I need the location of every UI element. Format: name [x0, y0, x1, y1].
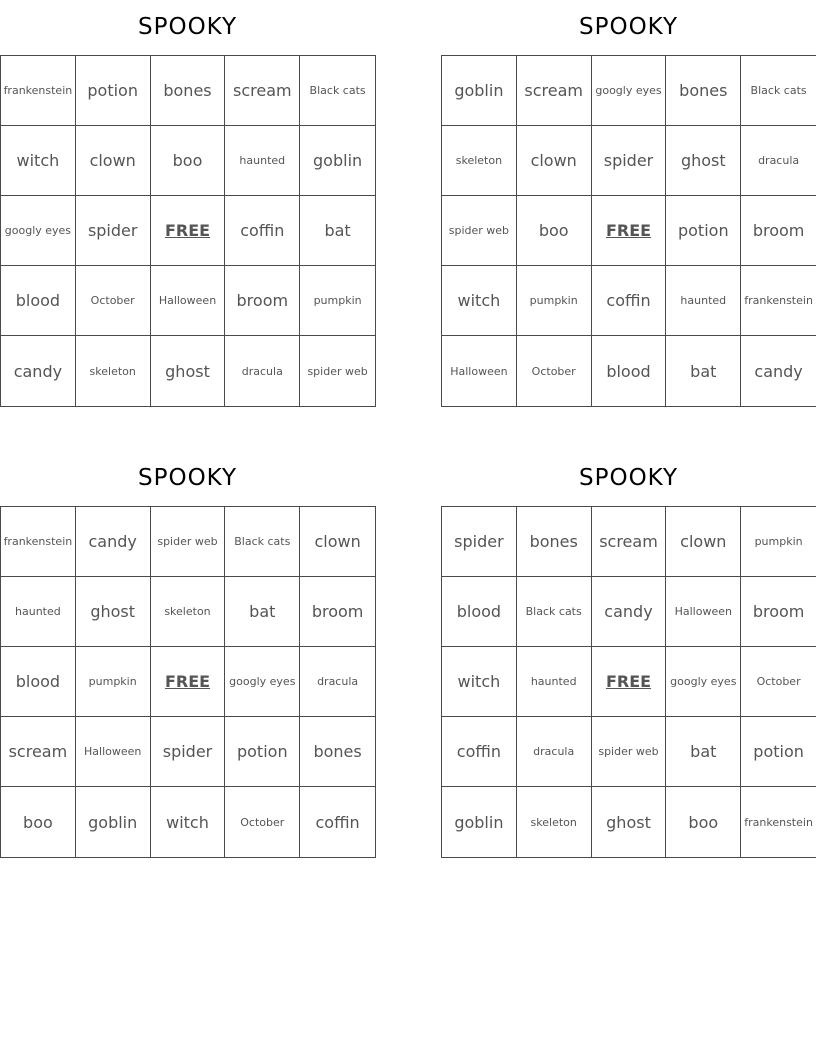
- bingo-cell: witch: [151, 787, 226, 857]
- bingo-cell: candy: [592, 577, 667, 647]
- bingo-cell: googly eyes: [666, 647, 741, 717]
- bingo-cell: broom: [741, 196, 816, 266]
- bingo-cell: boo: [1, 787, 76, 857]
- bingo-cell: scream: [592, 507, 667, 577]
- bingo-cell: boo: [666, 787, 741, 857]
- bingo-cell: Black cats: [225, 507, 300, 577]
- bingo-cell: bat: [225, 577, 300, 647]
- free-space-cell: FREE: [592, 196, 667, 266]
- bingo-cell: broom: [300, 577, 375, 647]
- bingo-cell: pumpkin: [517, 266, 592, 336]
- bingo-cell: dracula: [517, 717, 592, 787]
- bingo-cell: boo: [517, 196, 592, 266]
- bingo-cell: frankenstein: [1, 56, 76, 126]
- bingo-cell: spider: [592, 126, 667, 196]
- free-space-cell: FREE: [592, 647, 667, 717]
- bingo-cell: witch: [442, 266, 517, 336]
- bingo-grid: [441, 55, 816, 407]
- bingo-cell: dracula: [741, 126, 816, 196]
- bingo-cell: coffin: [315, 812, 360, 832]
- bingo-cell: frankenstein: [744, 815, 813, 829]
- bingo-cell: potion: [666, 196, 741, 266]
- bingo-cell: haunted: [666, 266, 741, 336]
- bingo-cell: coffin: [225, 196, 300, 266]
- bingo-cell: potion: [76, 56, 151, 126]
- bingo-cell: frankenstein: [1, 507, 76, 577]
- bingo-cell: pumpkin: [741, 507, 816, 577]
- bingo-cell: Halloween: [442, 336, 517, 406]
- bingo-cell: broom: [225, 266, 300, 336]
- bingo-cell: clown: [517, 126, 592, 196]
- bingo-cell: bones: [666, 56, 741, 126]
- bingo-cell: October: [741, 647, 816, 717]
- card-title: SPOOKY: [138, 465, 237, 491]
- bingo-cell: October: [225, 787, 300, 857]
- bingo-cell: coffin: [592, 266, 667, 336]
- bingo-cell: skeleton: [151, 577, 226, 647]
- bingo-cell: Halloween: [76, 717, 151, 787]
- bingo-cell: witch: [442, 647, 517, 717]
- bingo-cell: dracula: [300, 647, 375, 717]
- bingo-cell: clown: [666, 507, 741, 577]
- bingo-cell: goblin: [442, 787, 517, 857]
- bingo-cell: goblin: [300, 126, 375, 196]
- bingo-cell: scream: [1, 717, 76, 787]
- bingo-cell: candy: [1, 336, 76, 406]
- bingo-cell: Halloween: [666, 577, 741, 647]
- bingo-cell: spider web: [592, 717, 667, 787]
- bingo-grid: [0, 506, 376, 858]
- bingo-cell: bat: [300, 196, 375, 266]
- bingo-cell: pumpkin: [300, 266, 375, 336]
- bingo-cell: broom: [741, 577, 816, 647]
- bingo-cell: ghost: [151, 336, 226, 406]
- bingo-cell: dracula: [225, 336, 300, 406]
- bingo-cell: Black cats: [741, 56, 816, 126]
- bingo-cell: scream: [517, 56, 592, 126]
- card-title: SPOOKY: [579, 465, 678, 491]
- bingo-cell: Black cats: [300, 56, 375, 126]
- bingo-grid: [0, 55, 376, 407]
- bingo-cell: candy: [76, 507, 151, 577]
- bingo-cell: bat: [666, 336, 741, 406]
- bingo-cell: skeleton: [442, 126, 517, 196]
- bingo-cell: haunted: [1, 577, 76, 647]
- bingo-cell: potion: [741, 717, 816, 787]
- bingo-cell: spider: [76, 196, 151, 266]
- bingo-cell: spider web: [151, 507, 226, 577]
- bingo-cell: October: [76, 266, 151, 336]
- bingo-cell: candy: [754, 361, 803, 381]
- bingo-cell: haunted: [225, 126, 300, 196]
- bingo-cell: blood: [1, 266, 76, 336]
- bingo-cell: bat: [666, 717, 741, 787]
- free-space-cell: FREE: [151, 647, 226, 717]
- bingo-cell: goblin: [76, 787, 151, 857]
- bingo-cell: ghost: [76, 577, 151, 647]
- bingo-cell: spider: [442, 507, 517, 577]
- bingo-cell: clown: [300, 507, 375, 577]
- bingo-cell: blood: [442, 577, 517, 647]
- card-title: SPOOKY: [579, 14, 678, 40]
- bingo-cell: ghost: [666, 126, 741, 196]
- bingo-cell: googly eyes: [592, 56, 667, 126]
- bingo-cell: bones: [300, 717, 375, 787]
- bingo-cell: potion: [225, 717, 300, 787]
- bingo-cell: skeleton: [517, 787, 592, 857]
- bingo-cell: boo: [151, 126, 226, 196]
- card-title: SPOOKY: [138, 14, 237, 40]
- bingo-cell: coffin: [442, 717, 517, 787]
- bingo-cell: witch: [1, 126, 76, 196]
- bingo-cell: scream: [225, 56, 300, 126]
- bingo-cell: spider: [151, 717, 226, 787]
- bingo-cell: spider web: [307, 364, 368, 378]
- bingo-cell: frankenstein: [741, 266, 816, 336]
- bingo-cell: googly eyes: [225, 647, 300, 717]
- bingo-grid: [441, 506, 816, 858]
- bingo-cell: clown: [76, 126, 151, 196]
- bingo-cell: haunted: [517, 647, 592, 717]
- bingo-cell: blood: [592, 336, 667, 406]
- bingo-cell: bones: [151, 56, 226, 126]
- bingo-cell: pumpkin: [76, 647, 151, 717]
- bingo-cell: bones: [517, 507, 592, 577]
- bingo-cell: October: [517, 336, 592, 406]
- bingo-cell: Halloween: [151, 266, 226, 336]
- bingo-cell: goblin: [442, 56, 517, 126]
- bingo-cell: blood: [1, 647, 76, 717]
- bingo-cell: googly eyes: [1, 196, 76, 266]
- bingo-cell: ghost: [592, 787, 667, 857]
- bingo-cell: Black cats: [517, 577, 592, 647]
- free-space-cell: FREE: [151, 196, 226, 266]
- bingo-cell: skeleton: [76, 336, 151, 406]
- bingo-cell: spider web: [442, 196, 517, 266]
